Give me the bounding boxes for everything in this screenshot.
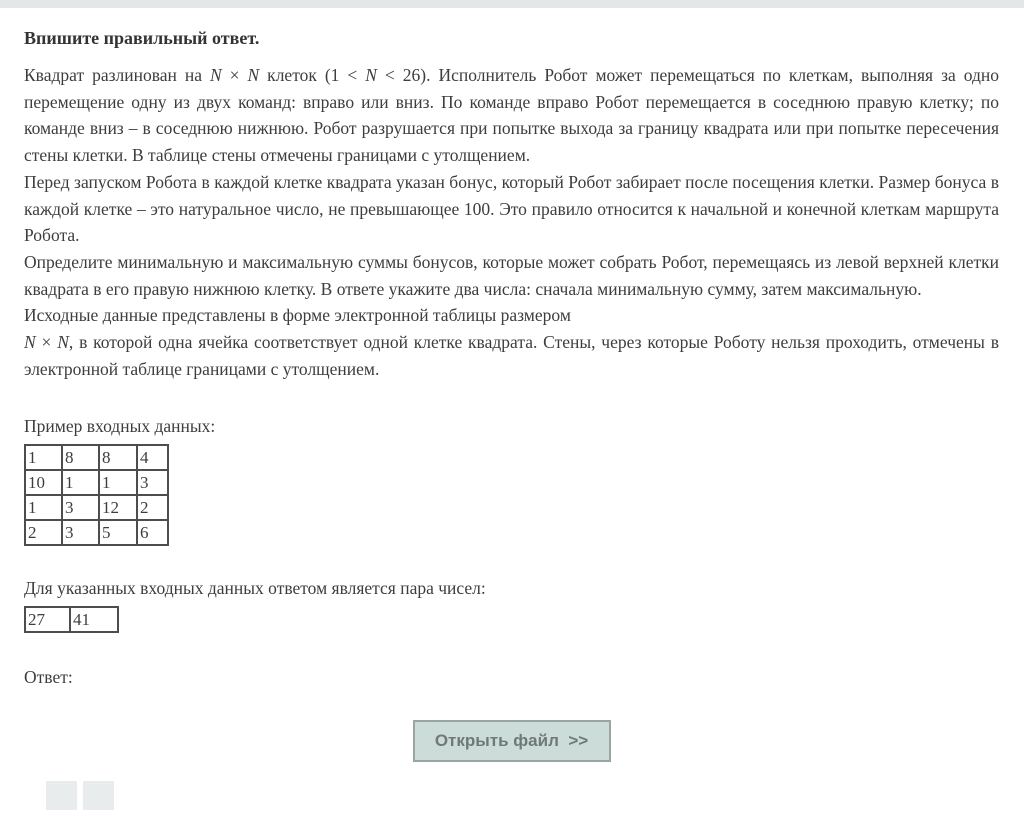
example-input-table xyxy=(24,444,169,546)
example-label: Пример входных данных: xyxy=(24,416,216,437)
grid-cell: 4 xyxy=(137,445,168,470)
grid-cell: 12 xyxy=(99,495,137,520)
grid-cell: 1 xyxy=(99,470,137,495)
task-paragraph: Квадрат разлинован на N × N клеток (1 < N < 26). Исполнитель Робот может перемещаться по клеткам, выполняя за одно перемещение одну из двух команд: вправо или вниз. По команде вправо Робот перемещается в соседнюю правую клетку; по команде вниз – в соседнюю нижнюю. Робот разрушается при попытке выхода за границу квадрата или при попытке пересечения стены клетки. В таблице стены отмечены границами с утолщением. xyxy=(24,65,1000,166)
grid-cell: 3 xyxy=(62,520,99,545)
grid-cell: 8 xyxy=(99,445,137,470)
content-area xyxy=(0,8,1024,810)
result-label: Для указанных входных данных ответом является пара чисел: xyxy=(24,578,486,599)
pair-cell: 27 xyxy=(25,607,70,632)
page-title: Впишите правильный ответ. xyxy=(24,28,260,48)
table-row xyxy=(25,607,118,632)
top-bar xyxy=(0,0,1024,8)
nav-square-next[interactable] xyxy=(83,781,114,810)
open-file-button[interactable]: Открыть файл >> xyxy=(413,720,611,762)
table-row xyxy=(25,445,168,470)
grid-cell: 3 xyxy=(62,495,99,520)
task-paragraph: Исходные данные представлены в форме электронной таблицы размером N × N, в которой одна ячейка соответствует одной клетке квадрата. Стены, через которые Роботу нельзя проходить, отмечены в электронной таблице границами с утолщением. xyxy=(24,305,999,379)
task-paragraph: Перед запуском Робота в каждой клетке квадрата указан бонус, который Робот забирает после посещения клетки. Размер бонуса в каждой клетке – это натуральное число, не превышающее 100. Это правило относится к начальной и конечной клеткам маршрута Робота. xyxy=(24,171,999,246)
grid-cell: 2 xyxy=(137,495,168,520)
table-row xyxy=(25,520,168,545)
grid-cell: 8 xyxy=(62,445,99,470)
grid-cell: 6 xyxy=(137,520,168,545)
grid-cell: 2 xyxy=(25,520,62,545)
task-text xyxy=(24,62,999,382)
grid-cell: 5 xyxy=(99,520,137,545)
pair-cell: 41 xyxy=(70,607,118,632)
nav-squares xyxy=(24,781,999,810)
grid-cell: 10 xyxy=(25,470,62,495)
grid-cell: 1 xyxy=(25,495,62,520)
task-paragraph: Определите минимальную и максимальную суммы бонусов, которые может собрать Робот, перемещаясь из левой верхней клетки квадрата в его правую нижнюю клетку. В ответе укажите два числа: сначала минимальную сумму, затем максимальную. xyxy=(24,251,999,299)
grid-cell: 1 xyxy=(62,470,99,495)
button-row xyxy=(24,720,999,762)
answer-pair-table xyxy=(24,606,119,633)
grid-cell: 3 xyxy=(137,470,168,495)
answer-label: Ответ: xyxy=(24,667,73,688)
nav-square-prev[interactable] xyxy=(46,781,77,810)
table-row xyxy=(25,495,168,520)
grid-cell: 1 xyxy=(25,445,62,470)
table-row xyxy=(25,470,168,495)
